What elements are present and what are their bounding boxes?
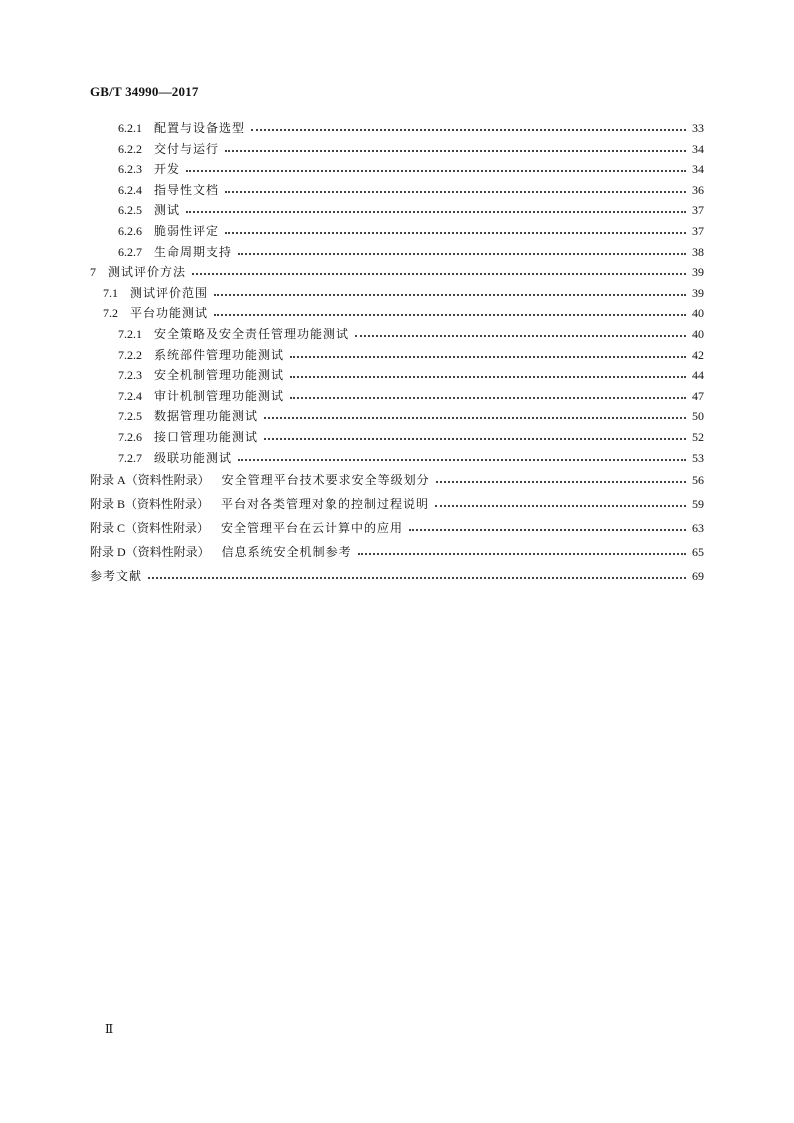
toc-entry-number: 附录 B（资料性附录） bbox=[90, 497, 210, 512]
toc-leader-dots bbox=[290, 367, 686, 379]
toc-entry[interactable] bbox=[90, 324, 704, 345]
toc-entry-number: 7.1 bbox=[103, 285, 118, 300]
toc-entry-number: 6.2.1 bbox=[118, 121, 142, 135]
table-of-contents bbox=[90, 118, 704, 588]
toc-entry-title: 审计机制管理功能测试 bbox=[154, 388, 285, 403]
toc-entry[interactable] bbox=[90, 564, 704, 588]
toc-entry-page: 34 bbox=[692, 162, 704, 177]
toc-entry-title: 级联功能测试 bbox=[154, 450, 233, 465]
toc-entry-page: 50 bbox=[692, 409, 704, 424]
toc-leader-dots bbox=[358, 544, 686, 556]
toc-leader-dots bbox=[214, 285, 686, 297]
toc-entry[interactable] bbox=[90, 516, 704, 540]
standard-number-header: GB/T 34990—2017 bbox=[90, 84, 199, 99]
toc-entry-number: 6.2.2 bbox=[118, 141, 142, 156]
toc-entry-number: 7.2 bbox=[103, 306, 118, 321]
toc-entry-title: 系统部件管理功能测试 bbox=[154, 347, 285, 362]
toc-entry-number: 附录 D（资料性附录） bbox=[90, 545, 210, 560]
page-number-footer: Ⅱ bbox=[105, 1022, 114, 1036]
toc-leader-dots bbox=[225, 141, 686, 153]
toc-entry[interactable] bbox=[90, 345, 704, 366]
toc-entry-page: 38 bbox=[692, 244, 704, 259]
toc-entry-title: 平台对各类管理对象的控制过程说明 bbox=[221, 497, 430, 512]
toc-entry[interactable] bbox=[90, 406, 704, 427]
toc-entry-page: 52 bbox=[692, 429, 704, 444]
toc-entry[interactable] bbox=[90, 118, 704, 139]
toc-entry[interactable] bbox=[90, 540, 704, 564]
toc-entry-page: 65 bbox=[692, 545, 704, 560]
toc-entry-page: 59 bbox=[692, 497, 704, 512]
toc-entry[interactable] bbox=[90, 492, 704, 516]
toc-entry-page: 39 bbox=[692, 265, 704, 280]
toc-entry[interactable] bbox=[90, 221, 704, 242]
toc-entry[interactable] bbox=[90, 159, 704, 180]
toc-entry[interactable] bbox=[90, 283, 704, 304]
toc-leader-dots bbox=[192, 264, 686, 276]
toc-entry-title: 数据管理功能测试 bbox=[154, 409, 259, 424]
toc-leader-dots bbox=[355, 326, 686, 338]
toc-entry-page: 36 bbox=[692, 182, 704, 197]
toc-entry[interactable] bbox=[90, 303, 704, 324]
toc-entry-title: 脆弱性评定 bbox=[154, 223, 220, 238]
toc-entry[interactable] bbox=[90, 448, 704, 469]
toc-entry-title: 安全管理平台在云计算中的应用 bbox=[221, 521, 404, 536]
toc-entry-number: 6.2.5 bbox=[118, 203, 142, 218]
toc-entry[interactable] bbox=[90, 427, 704, 448]
toc-leader-dots bbox=[225, 182, 686, 194]
toc-entry[interactable] bbox=[90, 262, 704, 283]
toc-entry-title: 接口管理功能测试 bbox=[154, 429, 259, 444]
toc-entry-number: 6.2.3 bbox=[118, 162, 142, 177]
toc-entry-number: 7.2.1 bbox=[118, 326, 142, 341]
toc-entry-title: 测试评价方法 bbox=[108, 265, 187, 280]
toc-entry-number: 6.2.7 bbox=[118, 244, 142, 259]
toc-entry-page: 42 bbox=[692, 347, 704, 362]
toc-entry-number: 7.2.4 bbox=[118, 388, 142, 403]
toc-leader-dots bbox=[290, 347, 686, 359]
toc-entry-number: 7.2.7 bbox=[118, 450, 142, 465]
toc-entry-number: 附录 A（资料性附录） bbox=[90, 473, 210, 488]
toc-leader-dots bbox=[251, 120, 686, 132]
toc-entry-page: 37 bbox=[692, 203, 704, 218]
toc-entry-title: 配置与设备选型 bbox=[154, 121, 246, 135]
toc-entry-page: 37 bbox=[692, 223, 704, 238]
toc-entry[interactable] bbox=[90, 200, 704, 221]
toc-entry-title: 生命周期支持 bbox=[154, 244, 233, 259]
toc-entry-number: 7.2.6 bbox=[118, 429, 142, 444]
toc-entry-number: 7.2.3 bbox=[118, 368, 142, 383]
toc-entry-title: 平台功能测试 bbox=[130, 306, 209, 321]
toc-entry-page: 39 bbox=[692, 285, 704, 300]
toc-entry[interactable] bbox=[90, 180, 704, 201]
toc-entry-title: 安全管理平台技术要求安全等级划分 bbox=[221, 473, 430, 488]
toc-entry-title: 安全策略及安全责任管理功能测试 bbox=[154, 326, 350, 341]
toc-leader-dots bbox=[436, 472, 686, 484]
toc-entry-page: 40 bbox=[692, 306, 704, 321]
toc-entry-number: 6.2.6 bbox=[118, 223, 142, 238]
toc-leader-dots bbox=[186, 161, 686, 173]
toc-entry-title: 信息系统安全机制参考 bbox=[221, 545, 352, 560]
toc-entry-number: 7 bbox=[90, 265, 96, 280]
toc-entry[interactable] bbox=[90, 468, 704, 492]
toc-entry[interactable] bbox=[90, 139, 704, 160]
toc-entry-page: 69 bbox=[692, 569, 704, 584]
toc-entry-page: 34 bbox=[692, 141, 704, 156]
toc-leader-dots bbox=[409, 520, 686, 532]
toc-entry-page: 44 bbox=[692, 368, 704, 383]
toc-leader-dots bbox=[264, 429, 686, 441]
toc-entry-title: 测试 bbox=[154, 203, 181, 218]
toc-entry-title: 指导性文档 bbox=[154, 182, 220, 197]
toc-entry-page: 47 bbox=[692, 388, 704, 403]
toc-entry-title: 参考文献 bbox=[90, 569, 143, 584]
toc-entry-page: 56 bbox=[692, 473, 704, 488]
toc-leader-dots bbox=[148, 568, 686, 580]
toc-entry[interactable] bbox=[90, 365, 704, 386]
toc-leader-dots bbox=[290, 388, 686, 400]
toc-entry-page: 53 bbox=[692, 450, 704, 465]
toc-entry-number: 7.2.2 bbox=[118, 347, 142, 362]
toc-entry-number: 7.2.5 bbox=[118, 409, 142, 424]
toc-entry-number: 附录 C（资料性附录） bbox=[90, 521, 210, 536]
toc-entry-title: 开发 bbox=[154, 162, 181, 177]
toc-entry-title: 测试评价范围 bbox=[130, 285, 209, 300]
toc-leader-dots bbox=[238, 450, 686, 462]
toc-entry-number: 6.2.4 bbox=[118, 182, 142, 197]
toc-entry-page: 63 bbox=[692, 521, 704, 536]
toc-entry-title: 安全机制管理功能测试 bbox=[154, 368, 285, 383]
toc-entry-page: 33 bbox=[692, 121, 704, 135]
toc-entry-title: 交付与运行 bbox=[154, 141, 220, 156]
toc-entry[interactable] bbox=[90, 386, 704, 407]
toc-leader-dots bbox=[214, 305, 686, 317]
toc-leader-dots bbox=[238, 244, 686, 256]
toc-leader-dots bbox=[186, 202, 686, 214]
toc-entry[interactable] bbox=[90, 242, 704, 263]
toc-entry-page: 40 bbox=[692, 326, 704, 341]
toc-leader-dots bbox=[435, 496, 686, 508]
toc-leader-dots bbox=[225, 223, 686, 235]
toc-leader-dots bbox=[264, 408, 686, 420]
